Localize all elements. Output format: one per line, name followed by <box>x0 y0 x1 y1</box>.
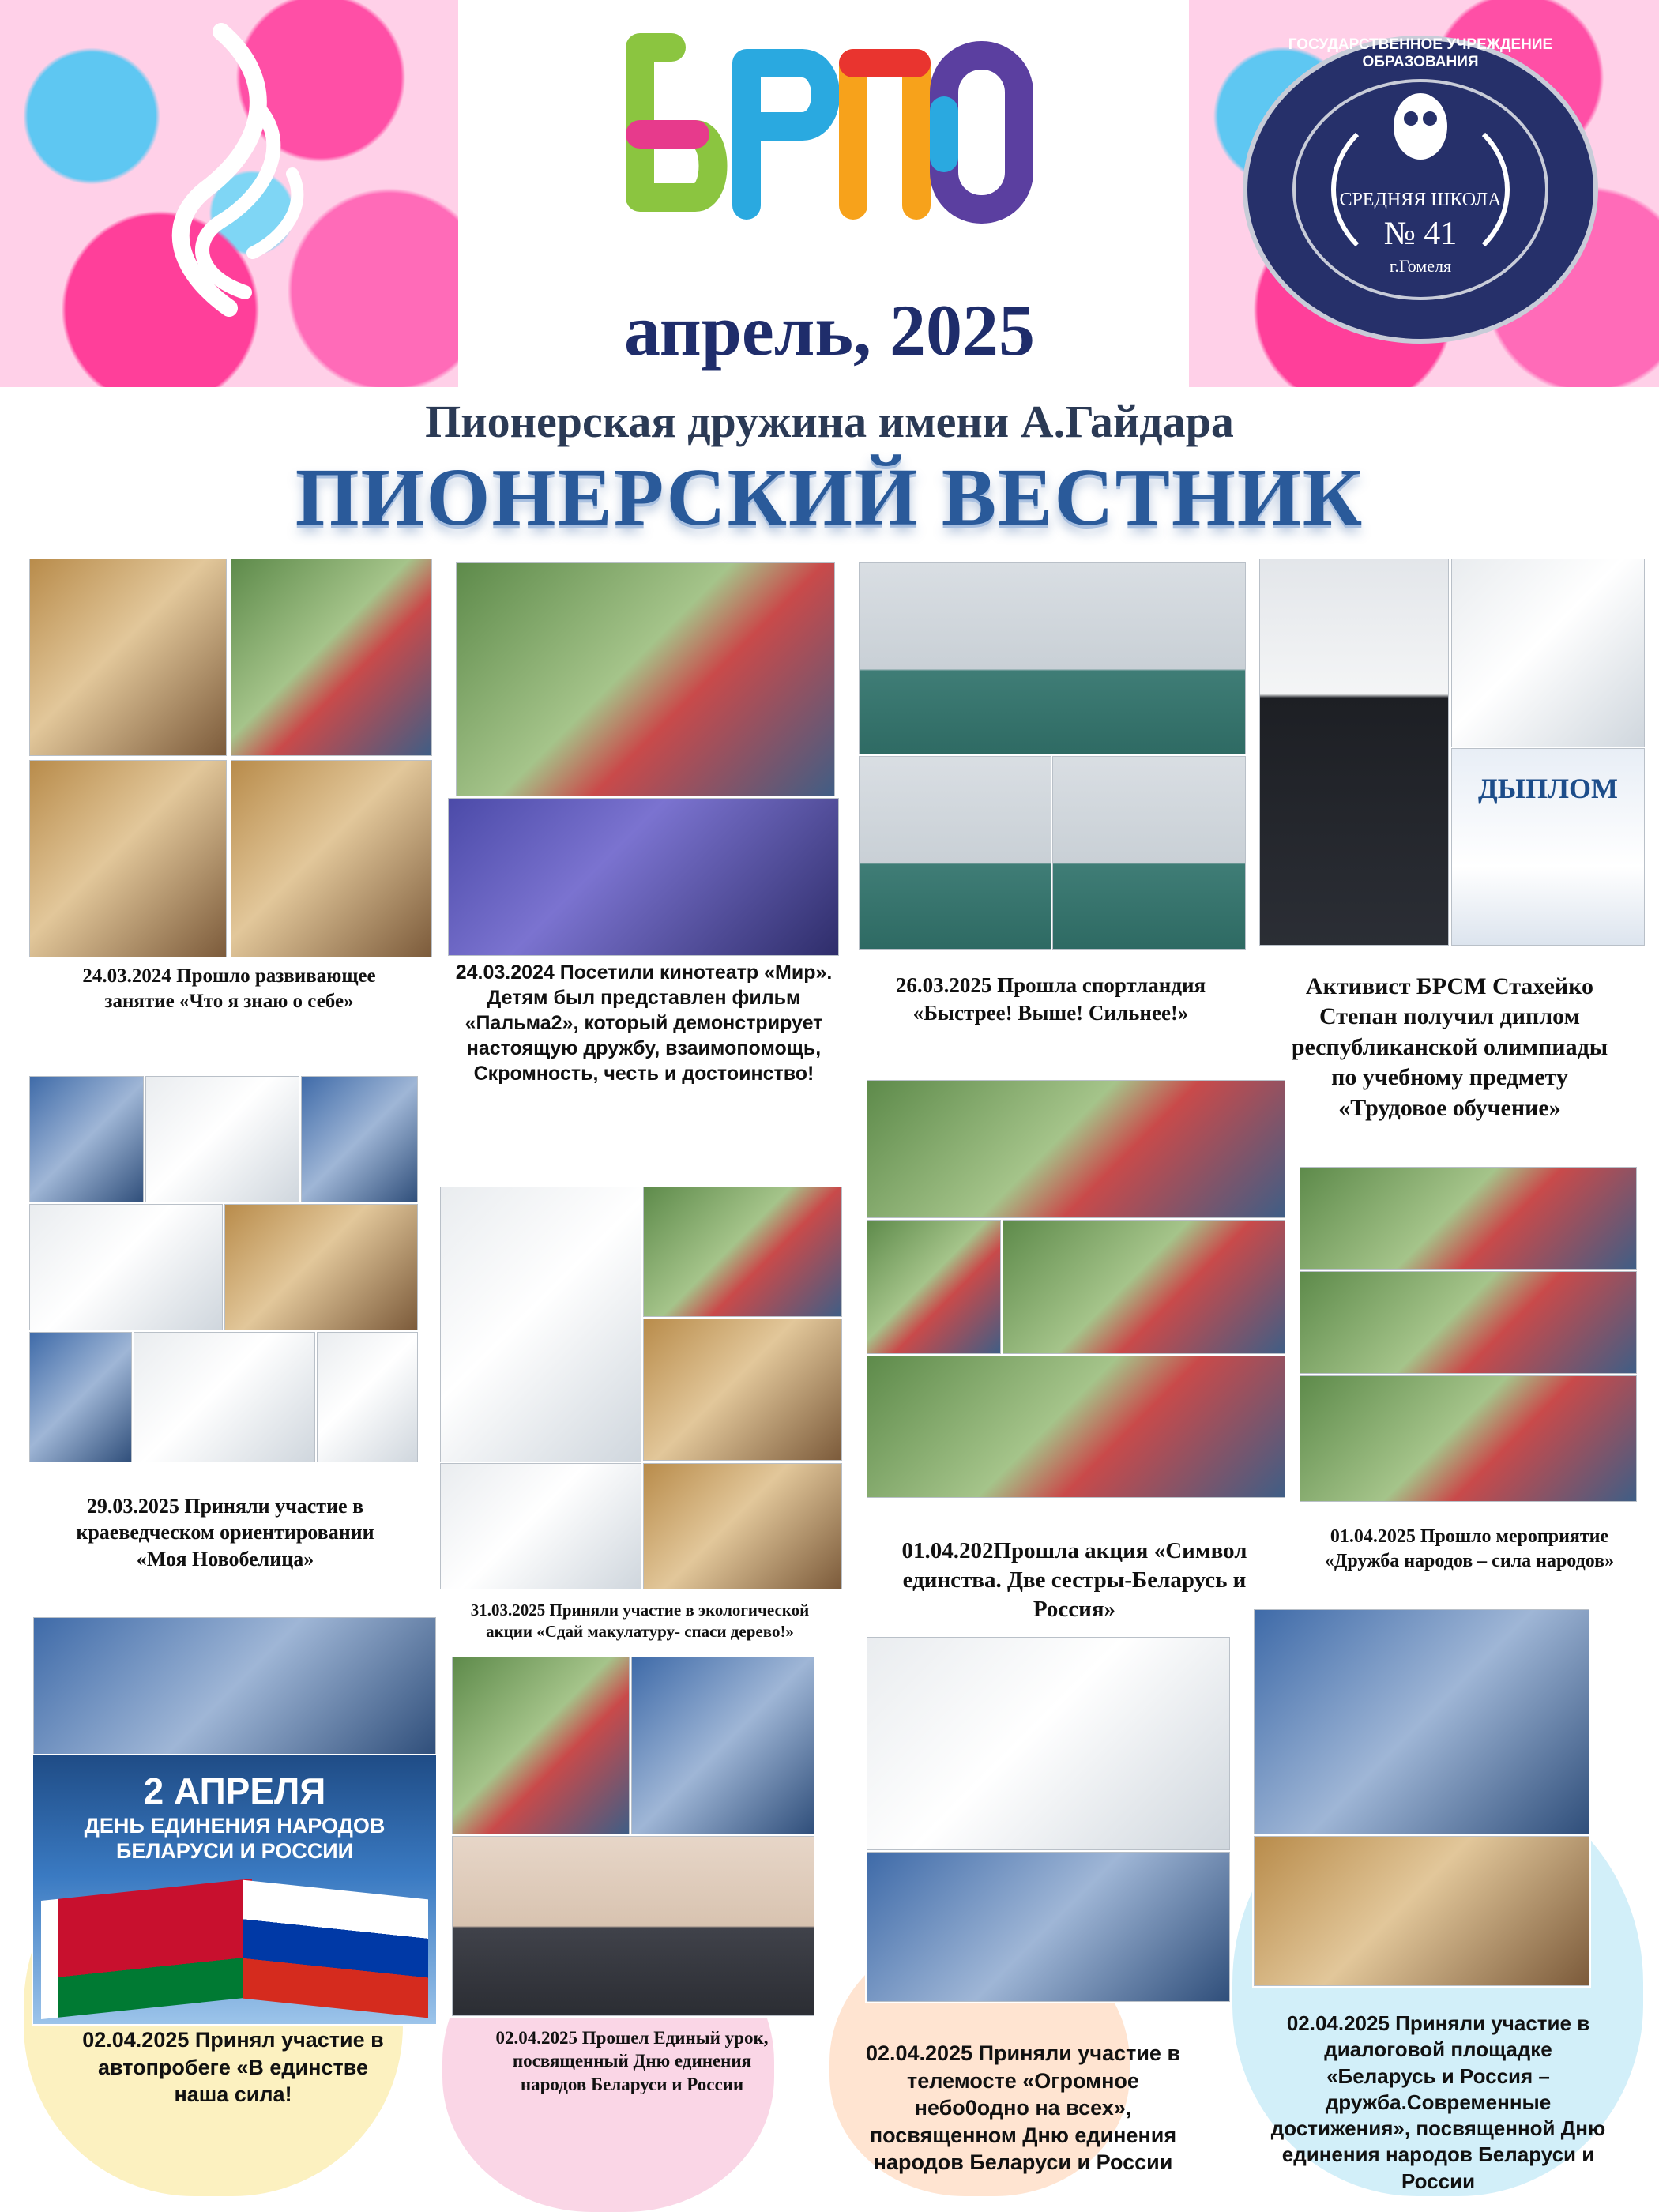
seal-line3: г.Гомеля <box>1389 256 1452 276</box>
photo-cinema-hall <box>446 796 841 957</box>
photo-paper-1 <box>438 1185 643 1465</box>
photo-friendship-1 <box>1298 1165 1638 1271</box>
caption-cinema: 24.03.2024 Посетили кинотеатр «Мир». Детям был представлен фильм «Пальма2», который демонстрирует настоящую дружбу, взаимопомощь, Скромность, честь и достоинство! <box>455 961 833 1085</box>
caption-diploma: Активист БРСМ Стахейко Степан получил диплом республиканской олимпиады по учебному предмету «Трудовое обучение» <box>1291 973 1608 1121</box>
photo-cinema-entrance <box>454 561 837 801</box>
photo-unity-symbol-2 <box>865 1218 1003 1356</box>
photo-dialogue-2 <box>1252 1834 1591 1988</box>
caption-motor-rally: 02.04.2025 Принял участие в автопробеге «В единстве наша сила! <box>82 2028 384 2107</box>
photo-orienteering-7 <box>132 1330 317 1464</box>
swirl-logo-icon <box>95 16 348 348</box>
photo-sport-1 <box>857 561 1247 758</box>
flag-belarus-icon <box>41 1879 252 2019</box>
photo-unity-lesson-1 <box>450 1655 631 1836</box>
photo-paper-2 <box>641 1185 844 1319</box>
photo-orienteering-3 <box>299 1074 419 1204</box>
photo-telebridge-2 <box>865 1850 1232 2003</box>
main-title: ПИОНЕРСКИЙ ВЕСТНИК <box>295 452 1364 543</box>
photo-friendship-2 <box>1298 1270 1638 1375</box>
banner-line1: 2 АПРЕЛЯ <box>143 1770 326 1811</box>
photo-diploma <box>1450 747 1646 947</box>
photo-orienteering-4 <box>28 1202 224 1332</box>
photo-diploma-group <box>1450 557 1646 750</box>
photo-lesson-2 <box>229 557 434 758</box>
photo-orienteering-5 <box>223 1202 419 1332</box>
photo-unity-symbol-1 <box>865 1078 1287 1220</box>
diploma-word: ДЫПЛОМ <box>1478 773 1618 804</box>
subtitle: Пионерская дружина имени А.Гайдара <box>425 396 1234 447</box>
photo-paper-3 <box>641 1317 844 1462</box>
photo-friendship-3 <box>1298 1374 1638 1503</box>
photo-sport-3 <box>1051 754 1247 951</box>
photo-lesson-4 <box>229 758 434 959</box>
photo-lesson-3 <box>28 758 228 959</box>
caption-telebridge: 02.04.2025 Приняли участие в телемосте «Огромное небо0одно на всех», посвященном Дню единения народов Беларуси и России <box>865 2041 1181 2175</box>
photo-unity-lesson-3 <box>450 1834 816 2018</box>
photo-diploma-student <box>1258 557 1450 947</box>
photo-paper-4 <box>438 1462 643 1591</box>
caption-lesson: 24.03.2024 Прошло развивающее занятие «Что я знаю о себе» <box>82 965 376 1012</box>
flag-russia-icon <box>243 1880 428 2018</box>
caption-orienteering: 29.03.2025 Приняли участие в краеведческом ориентировании «Моя Новобелица» <box>76 1495 374 1571</box>
caption-friendship: 01.04.2025 Прошло мероприятие «Дружба народов – сила народов» <box>1324 1526 1615 1571</box>
photo-paper-5 <box>641 1462 844 1591</box>
banner-line3: БЕЛАРУСИ И РОССИИ <box>115 1839 354 1863</box>
photo-unity-symbol-4 <box>865 1354 1287 1499</box>
caption-unity-symbol: 01.04.202Прошла акция «Символ единства. Две сестры-Беларусь и Россия» <box>901 1538 1247 1623</box>
photo-telebridge-1 <box>865 1635 1232 1852</box>
unity-day-banner <box>32 1754 438 2026</box>
photo-orienteering-1 <box>28 1074 145 1204</box>
brpo-logo <box>616 16 1043 237</box>
photo-unity-symbol-3 <box>1001 1218 1287 1356</box>
seal-ring-text: ГОСУДАРСТВЕННОЕ УЧРЕЖДЕНИЕ ОБРАЗОВАНИЯ <box>1288 36 1553 70</box>
photo-orienteering-6 <box>28 1330 134 1464</box>
photo-unity-lesson-2 <box>630 1655 816 1836</box>
photo-orienteering-2 <box>144 1074 301 1204</box>
school-seal <box>1239 32 1602 348</box>
photo-orienteering-8 <box>315 1330 419 1464</box>
issue-date: апрель, 2025 <box>623 290 1036 371</box>
caption-paper: 31.03.2025 Приняли участие в экологической акции «Сдай макулатуру- спаси дерево!» <box>470 1601 810 1641</box>
photo-motor-rally <box>32 1616 438 1757</box>
seal-line1: СРЕДНЯЯ ШКОЛА <box>1339 190 1502 210</box>
caption-unity-lesson: 02.04.2025 Прошел Единый урок, посвященный Дню единения народов Беларуси и России <box>495 2028 769 2094</box>
seal-line2: № 41 <box>1383 216 1458 252</box>
banner-line2: ДЕНЬ ЕДИНЕНИЯ НАРОДОВ <box>84 1814 386 1838</box>
photo-lesson-1 <box>28 557 228 758</box>
photo-sport-2 <box>857 754 1054 951</box>
photo-dialogue-1 <box>1252 1608 1591 1836</box>
caption-sport: 26.03.2025 Прошла спортландия «Быстрее! Выше! Сильнее!» <box>895 973 1206 1025</box>
caption-dialogue: 02.04.2025 Приняли участие в диалоговой площадке «Беларусь и Россия – дружба.Современные достижения», посвященной Дню единения народов Беларуси и России <box>1270 2011 1606 2193</box>
